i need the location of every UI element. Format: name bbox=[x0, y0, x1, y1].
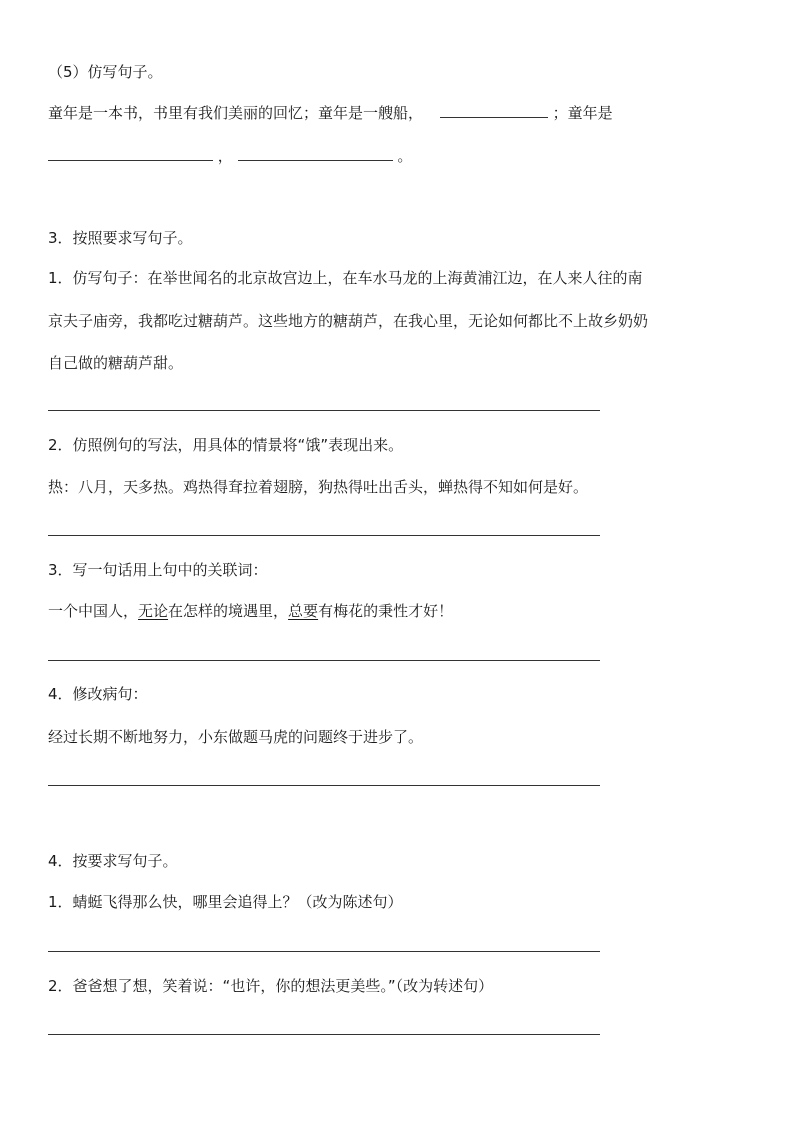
s3-q1-line1: 1．仿写句子：在举世闻名的北京故宫边上，在车水马龙的上海黄浦江边，在人来人往的南 bbox=[48, 269, 643, 287]
answer-line[interactable] bbox=[48, 410, 600, 411]
s3-q3-part2: 在怎样的境遇里， bbox=[168, 602, 289, 620]
section4-heading: 4．按要求写句子。 bbox=[48, 852, 178, 870]
s3-q3-part3: 有梅花的秉性才好！ bbox=[318, 602, 454, 620]
part5-line2 bbox=[48, 146, 412, 166]
section3-heading: 3．按照要求写句子。 bbox=[48, 229, 193, 247]
s3-q2-example: 热：八月，天多热。鸡热得耷拉着翅膀，狗热得吐出舌头，蝉热得不知如何是好。 bbox=[48, 478, 589, 496]
answer-line[interactable] bbox=[48, 785, 600, 786]
part5-line2-end: 。 bbox=[397, 147, 413, 165]
s4-q1: 1．蜻蜓飞得那么快，哪里会追得上？（改为陈述句） bbox=[48, 893, 403, 911]
part5-line2-sep: ， bbox=[217, 147, 233, 165]
s3-q1-line3: 自己做的糖葫芦甜。 bbox=[48, 354, 184, 372]
answer-line[interactable] bbox=[48, 660, 600, 661]
s4-q2: 2．爸爸想了想，笑着说：“也许，你的想法更美些。”（改为转述句） bbox=[48, 977, 494, 995]
answer-blank[interactable] bbox=[440, 103, 548, 118]
answer-line[interactable] bbox=[48, 951, 600, 952]
part5-line1 bbox=[48, 103, 613, 123]
s3-q1-line2: 京夫子庙旁，我都吃过糖葫芦。这些地方的糖葫芦，在我心里，无论如何都比不上故乡奶奶 bbox=[48, 312, 649, 330]
part5-heading: （5）仿写句子。 bbox=[48, 63, 163, 81]
answer-line[interactable] bbox=[48, 1034, 600, 1035]
s3-q3-conj1: 无论 bbox=[138, 602, 169, 620]
s3-q3-conj2: 总要 bbox=[288, 602, 319, 620]
answer-blank[interactable] bbox=[238, 146, 393, 161]
s3-q3-sentence bbox=[48, 601, 453, 621]
s3-q4-sentence: 经过长期不断地努力，小东做题马虎的问题终于进步了。 bbox=[48, 728, 424, 746]
part5-line1-tail: ；童年是 bbox=[552, 104, 613, 122]
s3-q2-prompt: 2．仿照例句的写法，用具体的情景将“饿”表现出来。 bbox=[48, 436, 404, 454]
s3-q4-prompt: 4．修改病句： bbox=[48, 685, 148, 703]
part5-line1-text: 童年是一本书，书里有我们美丽的回忆；童年是一艘船， bbox=[48, 104, 424, 122]
answer-blank[interactable] bbox=[48, 146, 213, 161]
s3-q3-part1: 一个中国人， bbox=[48, 602, 139, 620]
s3-q3-prompt: 3．写一句话用上句中的关联词： bbox=[48, 561, 268, 579]
answer-line[interactable] bbox=[48, 535, 600, 536]
